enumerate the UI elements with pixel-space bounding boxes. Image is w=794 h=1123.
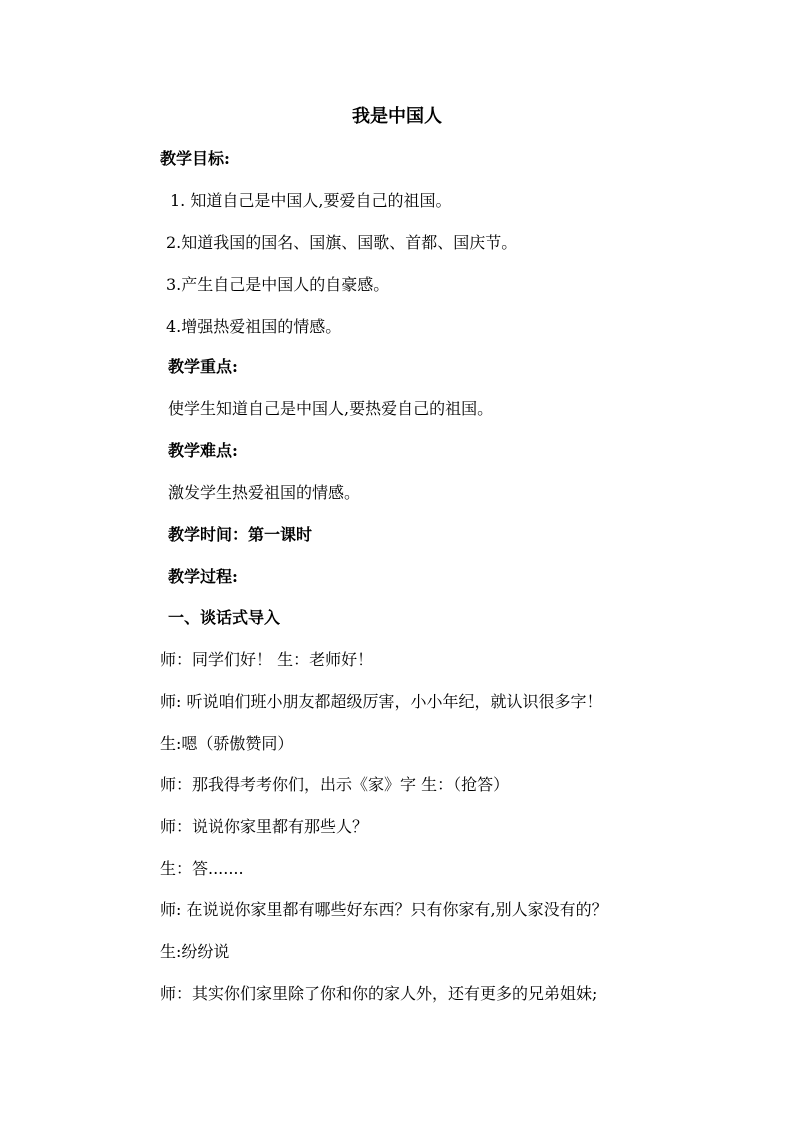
dialogue-line-9: 师：其实你们家里除了你和你的家人外，还有更多的兄弟姐妹;: [160, 984, 598, 1003]
dialogue-line-7: 师: 在说说你家里都有哪些好东西？只有你家有,别人家没有的？: [160, 900, 608, 919]
dialogue-line-5: 师：说说你家里都有那些人？: [160, 817, 369, 836]
dialogue-line-2: 师: 听说咱们班小朋友都超级厉害，小小年纪，就认识很多字！: [160, 692, 603, 711]
heading-difficulties: 教学难点:: [168, 441, 238, 460]
goal-item-4: 4.增强热爱祖国的情感。: [166, 317, 342, 336]
heading-key-points: 教学重点:: [168, 357, 238, 376]
heading-teaching-goals: 教学目标:: [160, 149, 230, 168]
dialogue-line-8: 生:纷纷说: [160, 942, 230, 961]
section-intro: 一、谈话式导入: [168, 608, 281, 627]
dialogue-line-4: 师：那我得考考你们，出示《家》字 生：（抢答）: [160, 775, 510, 794]
dialogue-line-6: 生：答.......: [160, 859, 244, 878]
document-title: 我是中国人: [352, 106, 442, 127]
dialogue-line-3: 生:嗯（骄傲赞同）: [160, 734, 294, 753]
heading-process: 教学过程:: [168, 567, 238, 586]
goal-item-2: 2.知道我国的国名、国旗、国歌、首都、国庆节。: [166, 233, 518, 252]
key-points-text: 使学生知道自己是中国人,要热爱自己的祖国。: [168, 399, 494, 418]
difficulties-text: 激发学生热爱祖国的情感。: [168, 483, 361, 502]
dialogue-line-1: 师：同学们好！ 生：老师好！: [160, 650, 374, 669]
goal-item-1: 1. 知道自己是中国人,要爱自己的祖国。: [170, 191, 452, 210]
goal-item-3: 3.产生自己是中国人的自豪感。: [166, 275, 390, 294]
teaching-time: 教学时间：第一课时: [168, 525, 313, 544]
